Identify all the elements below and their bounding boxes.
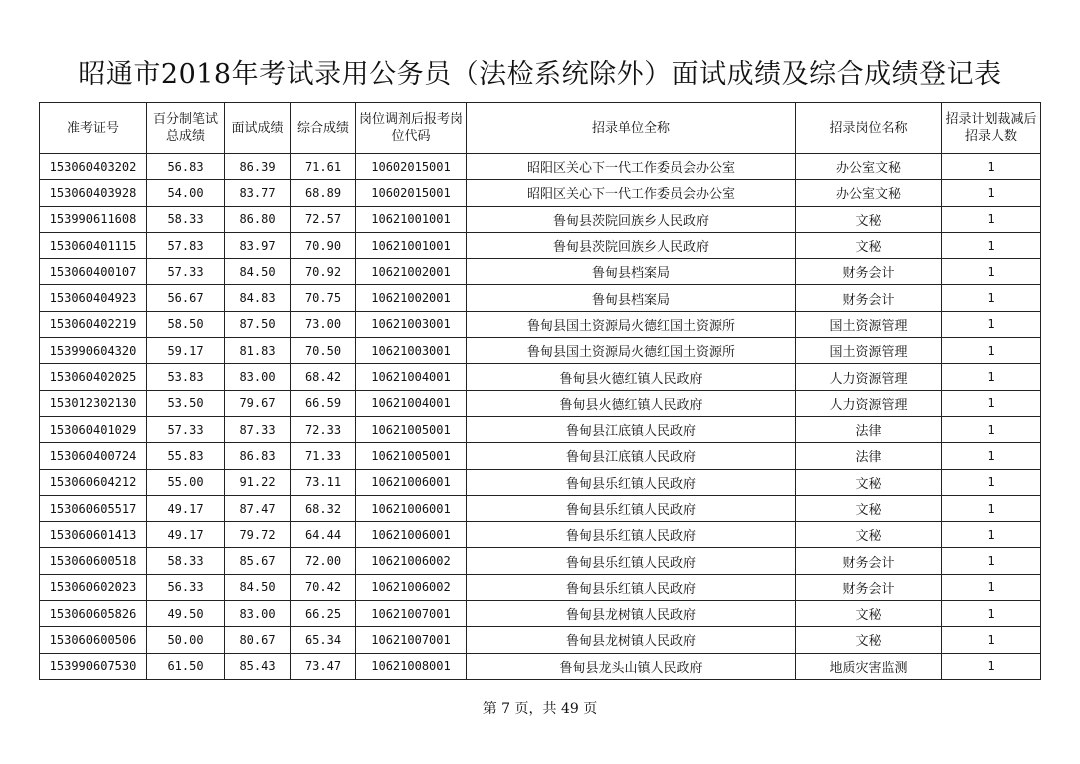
cell-post-name: 办公室文秘 [796,154,942,180]
cell-unit-name: 鲁甸县茨院回族乡人民政府 [467,232,796,258]
cell-post-code: 10621006001 [356,495,467,521]
table-row [40,495,1041,521]
cell-quota: 1 [942,522,1041,548]
cell-total-score: 72.33 [291,416,356,442]
cell-interview-score: 85.43 [225,653,291,679]
cell-post-name: 财务会计 [796,548,942,574]
cell-written-score: 55.83 [147,443,225,469]
cell-written-score: 61.50 [147,653,225,679]
cell-exam-id: 153060605517 [40,495,147,521]
cell-written-score: 56.67 [147,285,225,311]
cell-interview-score: 85.67 [225,548,291,574]
cell-post-code: 10602015001 [356,154,467,180]
cell-written-score: 49.17 [147,495,225,521]
cell-exam-id: 153060604212 [40,469,147,495]
cell-unit-name: 昭阳区关心下一代工作委员会办公室 [467,154,796,180]
page-title: 昭通市2018年考试录用公务员（法检系统除外）面试成绩及综合成绩登记表 [78,59,1002,90]
cell-post-name: 国土资源管理 [796,311,942,337]
cell-exam-id: 153060404923 [40,285,147,311]
cell-interview-score: 79.72 [225,522,291,548]
table-row [40,469,1041,495]
cell-written-score: 57.33 [147,416,225,442]
cell-post-code: 10621001001 [356,232,467,258]
cell-interview-score: 84.50 [225,259,291,285]
table-row [40,548,1041,574]
cell-unit-name: 鲁甸县乐红镇人民政府 [467,548,796,574]
cell-post-code: 10602015001 [356,180,467,206]
cell-quota: 1 [942,653,1041,679]
cell-written-score: 50.00 [147,627,225,653]
cell-exam-id: 153060400107 [40,259,147,285]
table-row [40,180,1041,206]
cell-interview-score: 83.97 [225,232,291,258]
cell-quota: 1 [942,154,1041,180]
table-row [40,522,1041,548]
cell-written-score: 54.00 [147,180,225,206]
cell-post-code: 10621003001 [356,338,467,364]
cell-written-score: 56.33 [147,574,225,600]
cell-post-name: 财务会计 [796,285,942,311]
table-row [40,390,1041,416]
header-post-code: 岗位调剂后报考岗位代码 [356,103,467,154]
cell-total-score: 73.11 [291,469,356,495]
table-row [40,627,1041,653]
cell-post-code: 10621001001 [356,206,467,232]
cell-unit-name: 鲁甸县龙树镇人民政府 [467,601,796,627]
cell-exam-id: 153060401029 [40,416,147,442]
cell-written-score: 58.33 [147,548,225,574]
cell-unit-name: 鲁甸县茨院回族乡人民政府 [467,206,796,232]
cell-exam-id: 153060400724 [40,443,147,469]
cell-total-score: 70.50 [291,338,356,364]
table-row [40,338,1041,364]
cell-unit-name: 鲁甸县乐红镇人民政府 [467,469,796,495]
cell-written-score: 49.50 [147,601,225,627]
cell-post-name: 文秘 [796,232,942,258]
cell-quota: 1 [942,311,1041,337]
cell-post-name: 财务会计 [796,259,942,285]
table-row [40,653,1041,679]
cell-post-name: 人力资源管理 [796,364,942,390]
cell-total-score: 72.00 [291,548,356,574]
cell-interview-score: 83.00 [225,364,291,390]
cell-unit-name: 鲁甸县江底镇人民政府 [467,443,796,469]
cell-interview-score: 91.22 [225,469,291,495]
cell-exam-id: 153060605826 [40,601,147,627]
cell-quota: 1 [942,469,1041,495]
cell-total-score: 68.32 [291,495,356,521]
cell-interview-score: 87.50 [225,311,291,337]
table-row [40,154,1041,180]
header-written-score: 百分制笔试总成绩 [147,103,225,154]
cell-quota: 1 [942,259,1041,285]
cell-exam-id: 153990611608 [40,206,147,232]
cell-quota: 1 [942,416,1041,442]
cell-total-score: 73.00 [291,311,356,337]
cell-quota: 1 [942,364,1041,390]
cell-quota: 1 [942,338,1041,364]
cell-post-name: 文秘 [796,206,942,232]
cell-total-score: 72.57 [291,206,356,232]
cell-quota: 1 [942,495,1041,521]
cell-unit-name: 鲁甸县档案局 [467,259,796,285]
table-row [40,364,1041,390]
cell-post-name: 文秘 [796,627,942,653]
cell-exam-id: 153990604320 [40,338,147,364]
cell-post-code: 10621002001 [356,259,467,285]
cell-post-code: 10621006002 [356,548,467,574]
header-quota: 招录计划裁减后招录人数 [942,103,1041,154]
cell-post-code: 10621008001 [356,653,467,679]
cell-written-score: 55.00 [147,469,225,495]
cell-unit-name: 鲁甸县火德红镇人民政府 [467,364,796,390]
table-row [40,574,1041,600]
cell-post-code: 10621007001 [356,601,467,627]
cell-post-code: 10621005001 [356,416,467,442]
cell-interview-score: 83.77 [225,180,291,206]
header-exam-id: 准考证号 [40,103,147,154]
cell-post-code: 10621004001 [356,364,467,390]
cell-post-code: 10621006001 [356,522,467,548]
cell-total-score: 71.33 [291,443,356,469]
table-row [40,285,1041,311]
cell-written-score: 58.50 [147,311,225,337]
cell-exam-id: 153990607530 [40,653,147,679]
table-row [40,206,1041,232]
cell-interview-score: 87.33 [225,416,291,442]
cell-post-name: 文秘 [796,522,942,548]
cell-quota: 1 [942,627,1041,653]
cell-interview-score: 83.00 [225,601,291,627]
cell-total-score: 71.61 [291,154,356,180]
cell-post-name: 国土资源管理 [796,338,942,364]
table-row [40,259,1041,285]
cell-post-name: 地质灾害监测 [796,653,942,679]
cell-post-name: 办公室文秘 [796,180,942,206]
cell-quota: 1 [942,443,1041,469]
cell-unit-name: 鲁甸县国土资源局火德红国土资源所 [467,311,796,337]
cell-interview-score: 80.67 [225,627,291,653]
cell-post-name: 文秘 [796,469,942,495]
cell-quota: 1 [942,574,1041,600]
cell-total-score: 66.59 [291,390,356,416]
table-row [40,601,1041,627]
table-row [40,443,1041,469]
cell-written-score: 53.83 [147,364,225,390]
cell-total-score: 65.34 [291,627,356,653]
cell-exam-id: 153060403202 [40,154,147,180]
cell-exam-id: 153060600506 [40,627,147,653]
cell-written-score: 57.33 [147,259,225,285]
cell-post-code: 10621006001 [356,469,467,495]
cell-quota: 1 [942,180,1041,206]
table-header-row [40,103,1041,154]
cell-interview-score: 79.67 [225,390,291,416]
cell-exam-id: 153060403928 [40,180,147,206]
cell-quota: 1 [942,548,1041,574]
cell-post-code: 10621002001 [356,285,467,311]
cell-unit-name: 鲁甸县龙头山镇人民政府 [467,653,796,679]
cell-unit-name: 鲁甸县乐红镇人民政府 [467,495,796,521]
cell-quota: 1 [942,285,1041,311]
cell-exam-id: 153012302130 [40,390,147,416]
score-table [39,102,1041,680]
cell-written-score: 53.50 [147,390,225,416]
cell-exam-id: 153060602023 [40,574,147,600]
cell-quota: 1 [942,232,1041,258]
cell-unit-name: 鲁甸县龙树镇人民政府 [467,627,796,653]
cell-interview-score: 81.83 [225,338,291,364]
cell-post-name: 人力资源管理 [796,390,942,416]
header-post-name: 招录岗位名称 [796,103,942,154]
cell-total-score: 73.47 [291,653,356,679]
cell-post-code: 10621003001 [356,311,467,337]
cell-interview-score: 86.83 [225,443,291,469]
cell-unit-name: 鲁甸县乐红镇人民政府 [467,522,796,548]
cell-exam-id: 153060601413 [40,522,147,548]
cell-unit-name: 鲁甸县档案局 [467,285,796,311]
header-total-score: 综合成绩 [291,103,356,154]
page-number: 第 7 页，共 49 页 [482,701,598,717]
cell-post-name: 文秘 [796,601,942,627]
cell-total-score: 64.44 [291,522,356,548]
cell-total-score: 68.89 [291,180,356,206]
cell-exam-id: 153060402025 [40,364,147,390]
cell-quota: 1 [942,206,1041,232]
cell-post-name: 财务会计 [796,574,942,600]
cell-total-score: 70.42 [291,574,356,600]
cell-unit-name: 鲁甸县火德红镇人民政府 [467,390,796,416]
cell-exam-id: 153060401115 [40,232,147,258]
cell-interview-score: 87.47 [225,495,291,521]
table-row [40,311,1041,337]
table-row [40,232,1041,258]
cell-interview-score: 86.80 [225,206,291,232]
table-body [40,154,1041,680]
cell-written-score: 49.17 [147,522,225,548]
table-row [40,416,1041,442]
cell-written-score: 57.83 [147,232,225,258]
cell-interview-score: 84.50 [225,574,291,600]
cell-post-name: 文秘 [796,495,942,521]
cell-quota: 1 [942,390,1041,416]
cell-post-code: 10621006002 [356,574,467,600]
cell-interview-score: 84.83 [225,285,291,311]
cell-post-code: 10621005001 [356,443,467,469]
cell-written-score: 59.17 [147,338,225,364]
cell-total-score: 70.90 [291,232,356,258]
cell-interview-score: 86.39 [225,154,291,180]
cell-quota: 1 [942,601,1041,627]
cell-total-score: 70.92 [291,259,356,285]
cell-post-code: 10621007001 [356,627,467,653]
cell-unit-name: 鲁甸县国土资源局火德红国土资源所 [467,338,796,364]
cell-exam-id: 153060402219 [40,311,147,337]
cell-total-score: 68.42 [291,364,356,390]
cell-post-name: 法律 [796,416,942,442]
header-interview-score: 面试成绩 [225,103,291,154]
cell-unit-name: 鲁甸县江底镇人民政府 [467,416,796,442]
cell-unit-name: 鲁甸县乐红镇人民政府 [467,574,796,600]
cell-written-score: 56.83 [147,154,225,180]
header-unit-name: 招录单位全称 [467,103,796,154]
cell-unit-name: 昭阳区关心下一代工作委员会办公室 [467,180,796,206]
cell-post-code: 10621004001 [356,390,467,416]
cell-total-score: 66.25 [291,601,356,627]
cell-post-name: 法律 [796,443,942,469]
cell-exam-id: 153060600518 [40,548,147,574]
cell-total-score: 70.75 [291,285,356,311]
cell-written-score: 58.33 [147,206,225,232]
